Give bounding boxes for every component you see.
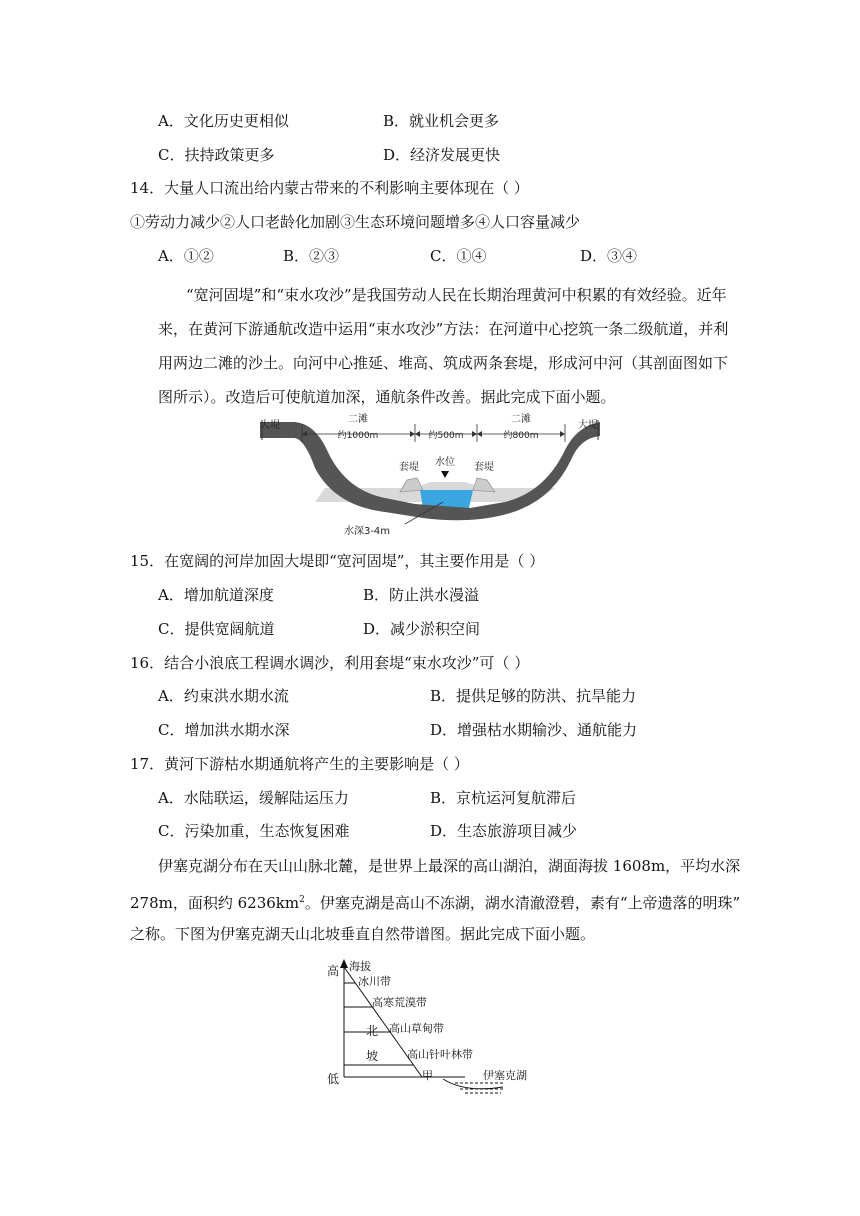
passage-issyk-line1: 伊塞克湖分布在天山山脉北麓，是世界上最深的高山湖泊，湖面海拔 1608m，平均水深 [158, 857, 741, 875]
q15-option-a: A．增加航道深度 [158, 586, 274, 604]
q17-option-d: D．生态旅游项目减少 [430, 822, 578, 840]
q17-option-c: C．污染加重，生态恢复困难 [158, 822, 350, 840]
q13-option-b: B．就业机会更多 [383, 112, 500, 130]
jia-label: 甲 [422, 1069, 433, 1082]
q16-stem: 16．结合小浪底工程调水调沙，利用套堤“束水攻沙”可（ ） [130, 654, 530, 672]
lake-label: 伊塞克湖 [483, 1069, 527, 1082]
q15-option-c: C．提供宽阔航道 [158, 620, 275, 638]
q14-option-d: D．③④ [580, 247, 638, 265]
right-beach-label: 二滩 [511, 414, 531, 425]
high-label: 高 [326, 964, 339, 978]
left-dike [400, 478, 423, 492]
left-dike-label: 套堤 [399, 462, 419, 473]
q16-option-d: D．增强枯水期输沙、通航能力 [430, 721, 638, 739]
left-levee-label: 大堤 [260, 420, 280, 431]
q16-option-a: A．约束洪水期水流 [158, 687, 289, 705]
passage-issyk-line3: 之称。下图为伊塞克湖天山北坡垂直自然带谱图。据此完成下面小题。 [130, 925, 596, 943]
belt-conifer-forest: 高山针叶林带 [407, 1048, 473, 1061]
right-dike [473, 478, 495, 492]
north-label: 北 [366, 1024, 379, 1038]
vertical-zone-figure [325, 955, 540, 1100]
q15-option-d: D．减少淤积空间 [363, 620, 481, 638]
right-levee-label: 大堤 [578, 420, 598, 431]
right-width-label: 约800m [503, 431, 539, 441]
belt-alpine-desert: 高寒荒漠带 [372, 996, 427, 1009]
passage-issyk-line2: 278m，面积约 $6236km^2$。伊塞克湖是高山不冻湖，湖水清澈澄碧，素有“上帝遗落的明珠” [130, 894, 741, 912]
left-width-label: 约1000m [337, 431, 379, 441]
mid-width-label: 约500m [428, 431, 464, 441]
water-depth-label: 水深3-4m [343, 526, 391, 537]
passage-river: “宽河固堤”和“束水攻沙”是我国劳动人民在长期治理黄河中积累的有效经验。近年来，在黄河下游通航改造中运用“束水攻沙”方法：在河道中心挖筑一条二级航道，并利用两边二滩的沙土。向河中心推延、堆高、筑成两条套堤，形成河中河（其剖面图如下图所示）。改造后可使航道加深，通航条件改善。据此完成下面小题。 [158, 286, 729, 406]
low-label: 低 [326, 1072, 339, 1086]
q15-stem: 15．在宽阔的河岸加固大堤即“宽河固堤”，其主要作用是（ ） [130, 552, 545, 570]
q14-option-b: B．②③ [283, 247, 340, 265]
right-dike-label: 套堤 [474, 462, 494, 473]
river-cross-section-figure [255, 410, 605, 542]
belt-alpine-meadow: 高山草甸带 [389, 1022, 444, 1035]
left-beach-label: 二滩 [348, 414, 368, 425]
water-level-label: 水位 [435, 457, 455, 468]
water-level-marker [441, 471, 449, 478]
q14-items: ①劳动力减少②人口老龄化加剧③生态环境问题增多④人口容量减少 [130, 213, 581, 231]
q16-option-c: C．增加洪水期水深 [158, 721, 290, 739]
belt-glacier: 冰川带 [358, 975, 391, 988]
q13-option-d: D．经济发展更快 [383, 146, 501, 164]
q17-option-b: B．京杭运河复航滞后 [430, 789, 577, 807]
q17-stem: 17．黄河下游枯水期通航将产生的主要影响是（ ） [130, 755, 469, 773]
q13-option-a: A．文化历史更相似 [158, 112, 289, 130]
q15-option-b: B．防止洪水漫溢 [363, 586, 480, 604]
q14-option-a: A．①② [158, 247, 214, 265]
q13-option-c: C．扶持政策更多 [158, 146, 275, 164]
q17-option-a: A．水陆联运，缓解陆运压力 [158, 789, 349, 807]
q14-stem: 14．大量人口流出给内蒙古带来的不利影响主要体现在（ ） [130, 179, 529, 197]
altitude-label: 海拔 [349, 960, 371, 973]
slope-label: 坡 [366, 1049, 379, 1063]
q14-option-c: C．①④ [430, 247, 487, 265]
q16-option-b: B．提供足够的防洪、抗旱能力 [430, 687, 637, 705]
